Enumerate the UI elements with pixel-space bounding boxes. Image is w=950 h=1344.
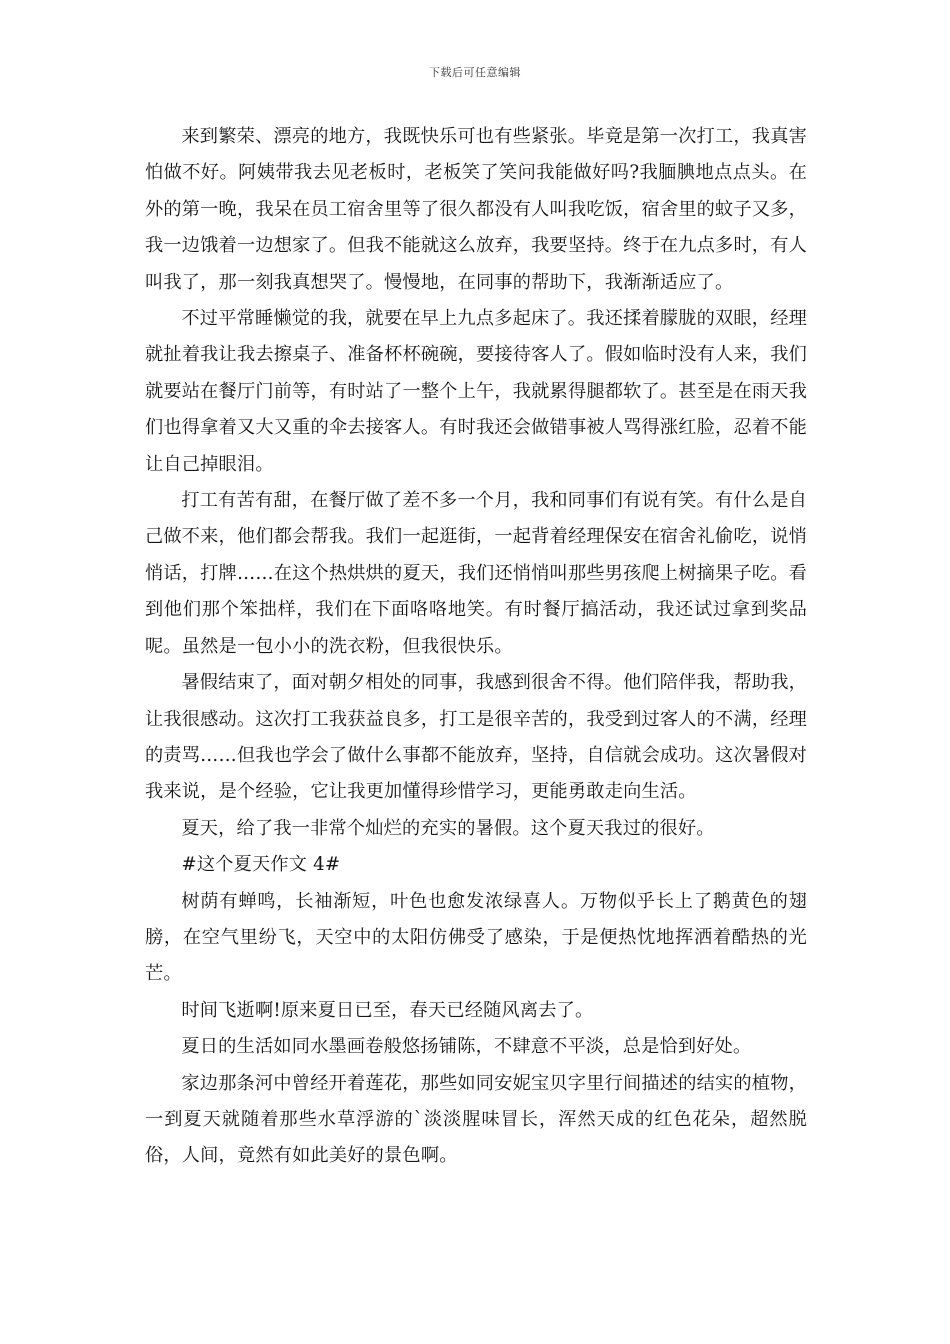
paragraph-2: 不过平常睡懒觉的我，就要在早上九点多起床了。我还揉着朦胧的双眼，经理就扯着我让我去擦桌子、准备杯杯碗碗，要接待客人了。假如临时没有人来，我们就要站在餐厅门前等，有时站了一整个上午，我就累得腿都软了。甚至是在雨天我们也得拿着又大又重的伞去接客人。有时我还会做错事被人骂得涨红脸，忍着不能让自己掉眼泪。 bbox=[145, 308, 807, 475]
section-heading: #这个夏天作文 4# bbox=[181, 854, 341, 876]
paragraph-4: 暑假结束了，面对朝夕相处的同事，我感到很舍不得。他们陪伴我，帮助我，让我很感动。这次打工我获益良多，打工是很辛苦的，我受到过客人的不满，经理的责骂……但我也学会了做什么事都不能放弃，坚持，自信就会成功。这次暑假对我来说，是个经验，它让我更加懂得珍惜学习，更能勇敢走向生活。 bbox=[145, 672, 807, 803]
paragraph-8: 夏日的生活如同水墨画卷般悠扬铺陈，不肆意不平淡，总是恰到好处。 bbox=[181, 1036, 752, 1058]
paragraph-5: 夏天，给了我一非常个灿烂的充实的暑假。这个夏天我过的很好。 bbox=[181, 817, 715, 839]
document-body bbox=[145, 119, 807, 1175]
paragraph-7: 时间飞逝啊!原来夏日已至，春天已经随风离去了。 bbox=[181, 999, 594, 1021]
paragraph-9: 家边那条河中曾经开着莲花，那些如同安妮宝贝字里行间描述的结实的植物，一到夏天就随着那些水草浮游的`淡淡腥味冒长，浑然天成的红色花朵，超然脱俗，人间，竟然有如此美好的景色啊。 bbox=[145, 1072, 807, 1167]
paragraph-3: 打工有苦有甜，在餐厅做了差不多一个月，我和同事们有说有笑。有什么是自己做不来，他们都会帮我。我们一起逛街，一起背着经理保安在宿舍礼偷吃，说悄悄话，打牌……在这个热烘烘的夏天，我们还悄悄叫那些男孩爬上树摘果子吃。看到他们那个笨拙样，我们在下面咯咯地笑。有时餐厅搞活动，我还试过拿到奖品呢。虽然是一包小小的洗衣粉，但我很快乐。 bbox=[145, 490, 807, 657]
paragraph-1: 来到繁荣、漂亮的地方，我既快乐可也有些紧张。毕竟是第一次打工，我真害怕做不好。阿姨带我去见老板时，老板笑了笑问我能做好吗?我腼腆地点点头。在外的第一晚，我呆在员工宿舍里等了很久都没有人叫我吃饭，宿舍里的蚊子又多，我一边饿着一边想家了。但我不能就这么放弃，我要坚持。终于在九点多时，有人叫我了，那一刻我真想哭了。慢慢地，在同事的帮助下，我渐渐适应了。 bbox=[145, 126, 807, 293]
paragraph-6: 树荫有蝉鸣，长袖渐短，叶色也愈发浓绿喜人。万物似乎长上了鹅黄色的翅膀，在空气里纷飞，天空中的太阳仿佛受了感染，于是便热忱地挥洒着酷热的光芒。 bbox=[145, 890, 807, 985]
page-header-note: 下载后可任意编辑 bbox=[429, 66, 521, 79]
